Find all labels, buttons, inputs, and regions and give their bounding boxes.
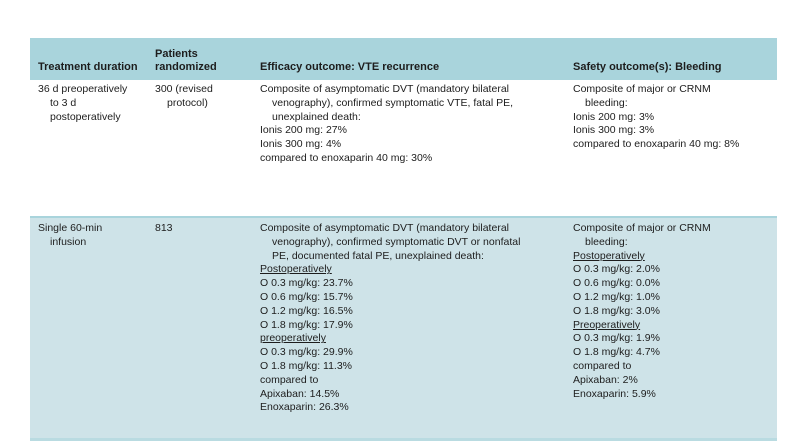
cell-text: PE, documented fatal PE, unexplained death: bbox=[272, 249, 484, 262]
subheading-preoperatively: Preoperatively bbox=[573, 318, 641, 331]
cell-text: compared to enoxaparin 40 mg: 30% bbox=[260, 151, 433, 164]
cell-text: to 3 d bbox=[50, 96, 77, 109]
cell-text: compared to bbox=[260, 373, 319, 386]
header-label: Treatment duration bbox=[38, 61, 138, 73]
cell-text: compared to bbox=[573, 359, 632, 372]
cell-text: O 1.8 mg/kg: 11.3% bbox=[260, 359, 353, 372]
cell-text: O 0.6 mg/kg: 15.7% bbox=[260, 290, 353, 303]
cell-text: 813 bbox=[155, 222, 173, 234]
cell-text: O 1.8 mg/kg: 3.0% bbox=[573, 304, 660, 317]
header-label: Safety outcome(s): Bleeding bbox=[573, 61, 722, 73]
cell-text: venography), confirmed symptomatic VTE, fatal PE, bbox=[272, 96, 514, 109]
table-row bbox=[30, 218, 777, 438]
cell-text: O 1.2 mg/kg: 1.0% bbox=[573, 290, 660, 303]
row1-patients-cell bbox=[147, 83, 252, 216]
cell-text: O 1.8 mg/kg: 4.7% bbox=[573, 346, 660, 359]
cell-text: compared to enoxaparin 40 mg: 8% bbox=[573, 138, 740, 151]
table-header bbox=[30, 38, 777, 80]
row1-safety-cell bbox=[565, 83, 777, 216]
row2-duration-cell bbox=[30, 222, 147, 438]
table-row bbox=[30, 80, 777, 216]
row2-safety-cell bbox=[565, 222, 777, 438]
header-treatment-duration bbox=[30, 61, 147, 80]
cell-text: Composite of major or CRNM bbox=[573, 83, 711, 95]
cell-text: Ionis 200 mg: 3% bbox=[573, 110, 655, 123]
cell-text: Ionis 200 mg: 27% bbox=[260, 124, 347, 137]
header-safety-outcome bbox=[565, 61, 777, 80]
row1-duration-cell bbox=[30, 83, 147, 216]
cell-text: Enoxaparin: 26.3% bbox=[260, 401, 349, 414]
row2-efficacy-cell bbox=[252, 222, 565, 438]
cell-text: bleeding: bbox=[585, 235, 628, 248]
cell-text: Composite of asymptomatic DVT (mandatory bilateral bbox=[260, 83, 509, 95]
header-label: Efficacy outcome: VTE recurrence bbox=[260, 61, 440, 73]
cell-text: unexplained death: bbox=[272, 110, 361, 123]
cell-text: bleeding: bbox=[585, 96, 628, 109]
subheading-postoperatively: Postoperatively bbox=[260, 263, 332, 276]
header-patients-randomized bbox=[147, 48, 252, 80]
cell-text: O 1.8 mg/kg: 17.9% bbox=[260, 318, 353, 331]
cell-text: 300 (revised bbox=[155, 83, 213, 95]
subheading-preoperatively: preoperatively bbox=[260, 332, 326, 345]
cell-text: Composite of major or CRNM bbox=[573, 222, 711, 234]
cell-text: protocol) bbox=[167, 96, 208, 109]
cell-text: Apixaban: 2% bbox=[573, 373, 638, 386]
cell-text: venography), confirmed symptomatic DVT or nonfatal bbox=[272, 235, 521, 248]
cell-text: Single 60-min bbox=[38, 222, 103, 234]
cell-text: postoperatively bbox=[50, 110, 121, 123]
cell-text: O 0.3 mg/kg: 29.9% bbox=[260, 346, 353, 359]
header-efficacy-outcome bbox=[252, 61, 565, 80]
cell-text: Composite of asymptomatic DVT (mandatory bilateral bbox=[260, 222, 509, 234]
cell-text: Apixaban: 14.5% bbox=[260, 387, 340, 400]
trial-table bbox=[30, 38, 777, 441]
cell-text: O 0.6 mg/kg: 0.0% bbox=[573, 277, 660, 290]
subheading-postoperatively: Postoperatively bbox=[573, 249, 645, 262]
row2-patients-cell bbox=[147, 222, 252, 438]
header-label: Patients bbox=[155, 48, 198, 60]
row1-efficacy-cell bbox=[252, 83, 565, 216]
cell-text: Ionis 300 mg: 4% bbox=[260, 138, 342, 151]
cell-text: O 1.2 mg/kg: 16.5% bbox=[260, 304, 353, 317]
cell-text: Ionis 300 mg: 3% bbox=[573, 124, 655, 137]
header-label: randomized bbox=[155, 61, 217, 73]
cell-text: O 0.3 mg/kg: 1.9% bbox=[573, 332, 660, 345]
cell-text: infusion bbox=[50, 235, 87, 248]
cell-text: O 0.3 mg/kg: 23.7% bbox=[260, 277, 353, 290]
cell-text: 36 d preoperatively bbox=[38, 83, 128, 95]
cell-text: O 0.3 mg/kg: 2.0% bbox=[573, 263, 660, 276]
cell-text: Enoxaparin: 5.9% bbox=[573, 387, 656, 400]
